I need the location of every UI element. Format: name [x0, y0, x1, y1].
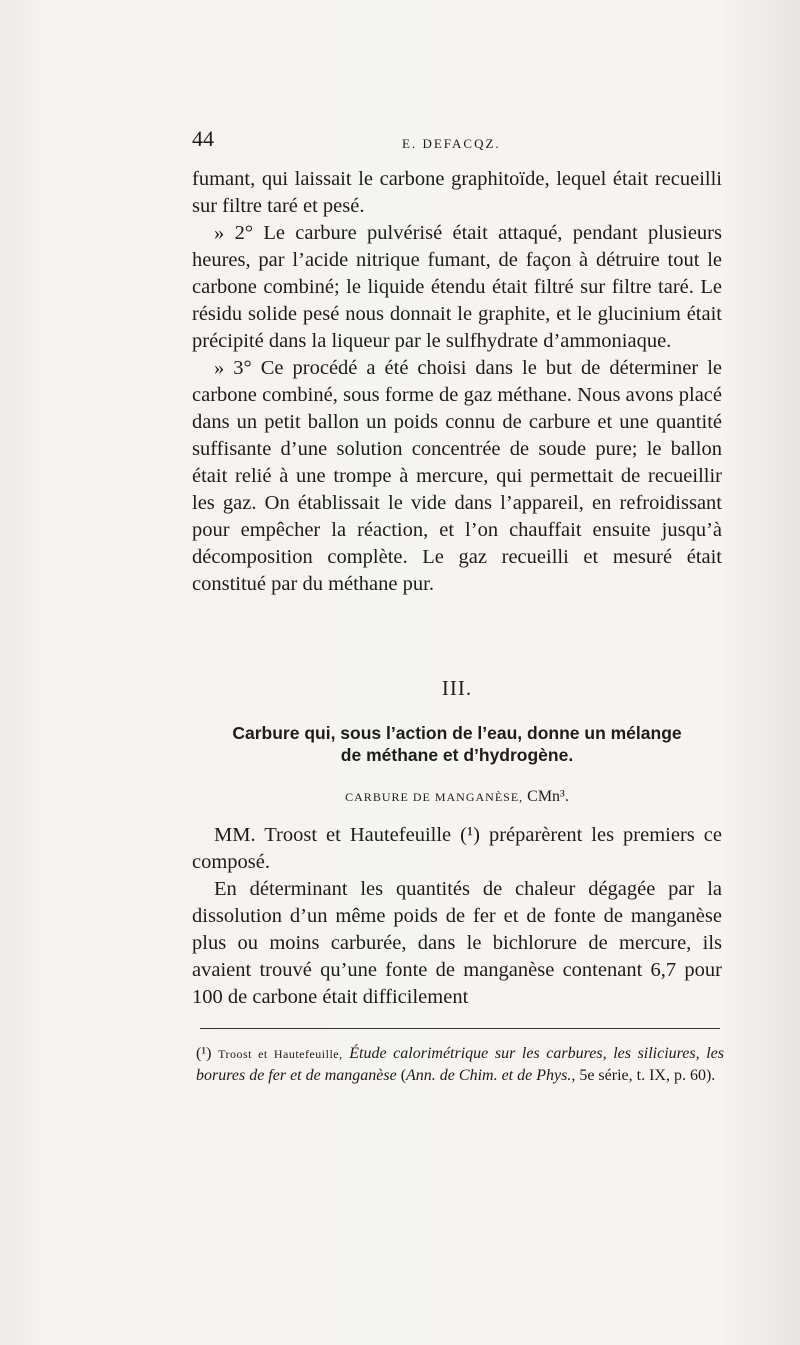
- paragraph-method-3: » 3° Ce procédé a été choisi dans le but de déterminer le carbone combiné, sous forme de gaz méthane. Nous avons placé dans un petit ballon un poids connu de carbure et une quantité suffisante d’une solution concentrée de soude pure; le ballon était relié à une trompe à mercure, qui permettait de recueillir les gaz. On établissait le vide dans l’appareil, en refroidissant pour empêcher la réaction, et l’on chauffait ensuite jusqu’à décomposition complète. Le gaz recueilli et mesuré était constitué par du méthane pur.: [192, 357, 722, 595]
- body-text-section: [192, 822, 722, 1011]
- subheading-caps: CARBURE DE MANGANÈSE,: [345, 790, 524, 804]
- footnote-authors: Troost et Hautefeuille,: [218, 1047, 343, 1061]
- section-title-line-1: Carbure qui, sous l’action de l’eau, donne un mélange: [232, 723, 682, 743]
- footnote-rule: [200, 1028, 720, 1029]
- body-text-top: [192, 166, 722, 598]
- paragraph-method-2: » 2° Le carbure pulvérisé était attaqué, pendant plusieurs heures, par l’acide nitrique fumant, de façon à détruire tout le carbone combiné; le liquide étendu était filtré sur filtre taré. Le résidu solide pesé nous donnait le graphite, et le glucinium était précipité dans la liqueur par le sulfhydrate d’ammoniaque.: [192, 222, 722, 352]
- paragraph-troost: MM. Troost et Hautefeuille (¹) préparèrent les premiers ce composé.: [192, 824, 722, 873]
- subheading-formula: CMn³.: [527, 788, 569, 805]
- footnote-title: Étude calorimétrique sur les carbures, les siliciures, les borures de fer et de manganèse: [196, 1045, 725, 1084]
- section-title: [192, 722, 722, 766]
- footnote: [196, 1043, 724, 1086]
- page-header: [192, 126, 720, 156]
- paragraph-continued: fumant, qui laissait le carbone graphitoïde, lequel était recueilli sur filtre taré et pesé.: [192, 168, 722, 217]
- footnote-ref-rest: 5e série, t. IX, p. 60).: [579, 1067, 716, 1084]
- paragraph-calorimetry: En déterminant les quantités de chaleur dégagée par la dissolution d’un même poids de fer et de fonte de manganèse plus ou moins carburée, dans le bichlorure de mercure, ils avaient trouvé qu’une fonte de manganèse contenant 6,7 pour 100 de carbone était difficilement: [192, 878, 722, 1008]
- running-head: E. DEFACQZ.: [402, 136, 501, 151]
- section-title-line-2: de méthane et d’hydrogène.: [340, 745, 574, 765]
- footnote-journal: Ann. de Chim. et de Phys.,: [406, 1067, 576, 1084]
- footnote-marker: (¹): [196, 1045, 212, 1062]
- section-number: III.: [441, 676, 473, 700]
- subheading: [192, 788, 722, 806]
- footnote-ref-open: (: [400, 1067, 407, 1084]
- page-number: 44: [192, 126, 214, 151]
